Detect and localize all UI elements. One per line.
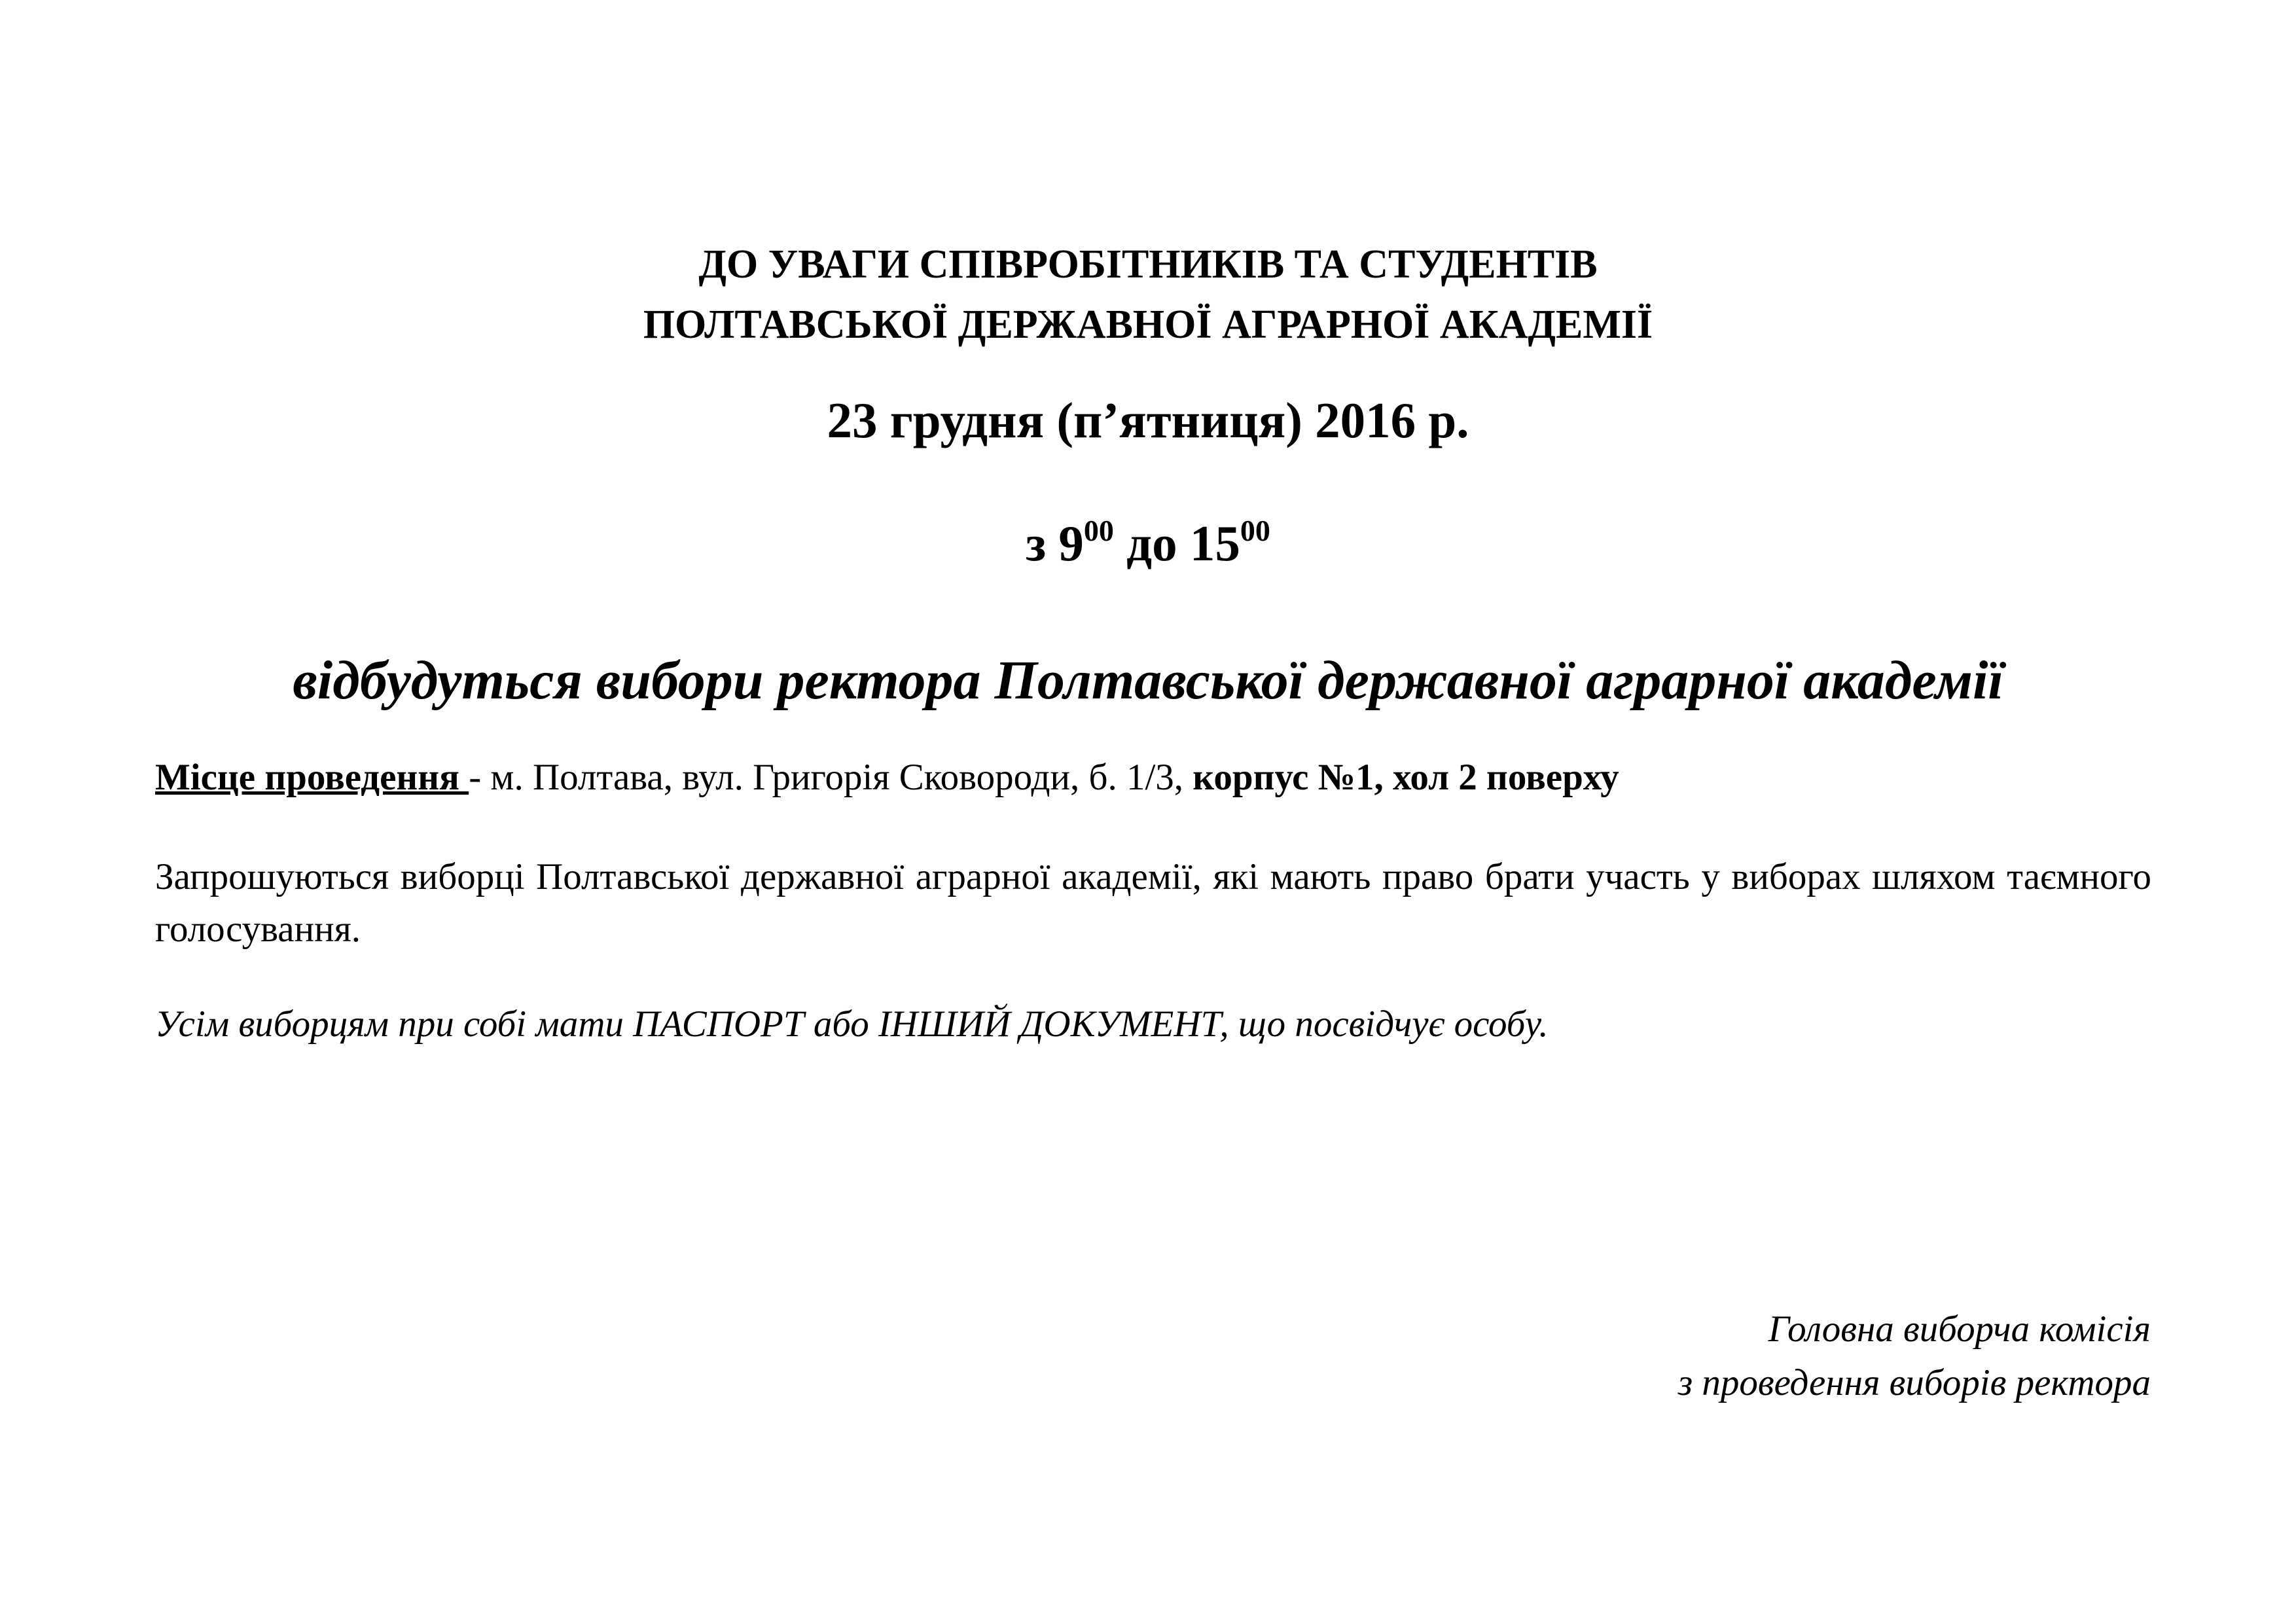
time-to-hour: до 15: [1113, 515, 1240, 571]
time-to-minutes: 00: [1240, 514, 1270, 547]
venue-address: - м. Полтава, вул. Григорія Сковороди, б. 1/3,: [469, 757, 1193, 798]
signature-line-1: Головна виборча комісія: [1768, 1308, 2151, 1350]
signature-block: [1678, 1303, 2151, 1410]
reminder-paragraph: Усім виборцям при собі мати ПАСПОРТ або ІНШИЙ ДОКУМЕНТ, що посвідчує особу.: [155, 1003, 1549, 1045]
header-line-1: ДО УВАГИ СПІВРОБІТНИКІВ ТА СТУДЕНТІВ: [698, 242, 1598, 287]
signature-line-2: з проведення виборів ректора: [1677, 1362, 2151, 1403]
invitation-paragraph: Запрошуються виборці Полтавської державної аграрної академії, які мають право брати участь у виборах шляхом таємного голосування.: [155, 856, 2151, 950]
announcement: відбудуться вибори ректора Полтавської державної аграрної академії: [293, 650, 2003, 711]
venue-building: корпус №1, хол 2 поверху: [1193, 757, 1619, 798]
event-time: [0, 511, 2296, 576]
header-line-2: ПОЛТАВСЬКОЇ ДЕРЖАВНОЇ АГРАРНОЇ АКАДЕМІЇ: [643, 302, 1653, 347]
notice-header: [0, 234, 2296, 355]
time-from-minutes: 00: [1083, 514, 1114, 547]
time-from-hour: з 9: [1026, 515, 1084, 571]
event-date: 23 грудня (п’ятниця) 2016 р.: [827, 392, 1469, 448]
venue-label: Місце проведення: [155, 757, 469, 798]
venue-line: [155, 751, 1619, 804]
